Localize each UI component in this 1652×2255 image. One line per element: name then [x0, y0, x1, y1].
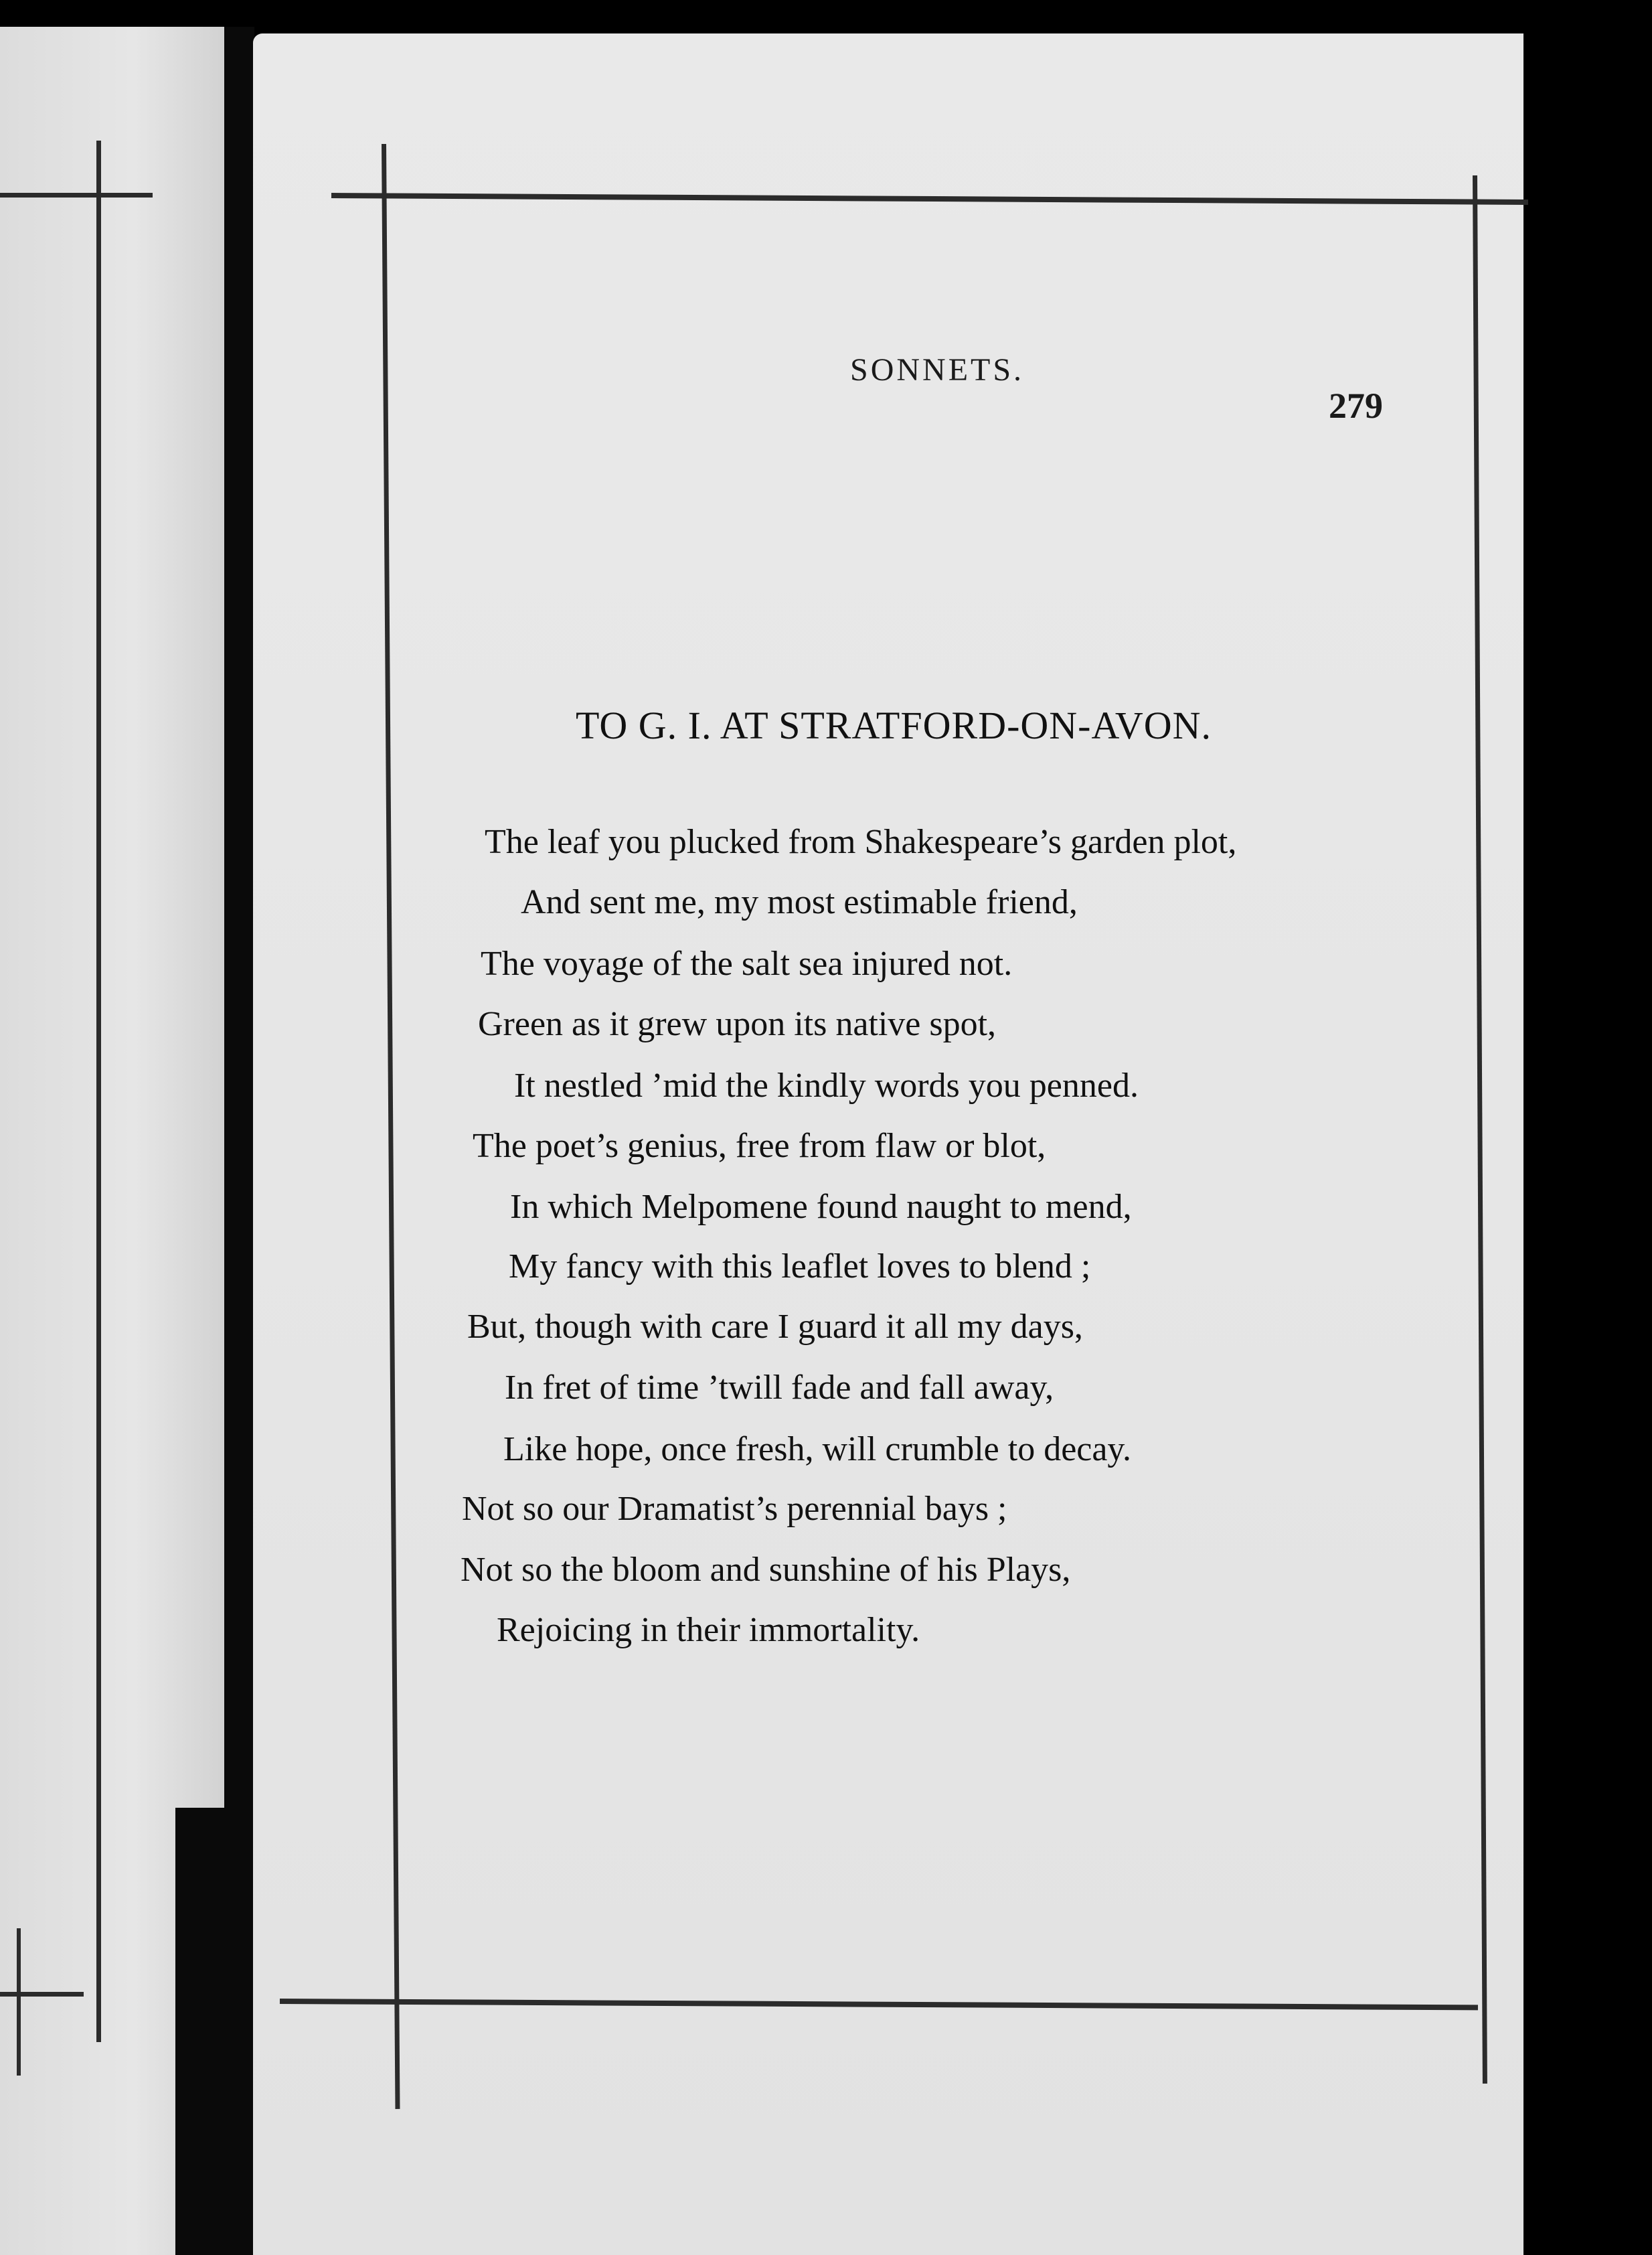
poem-line: It nestled ’mid the kindly words you penned.	[514, 1067, 1139, 1105]
poem-line: Not so our Dramatist’s perennial bays ;	[462, 1490, 1007, 1528]
poem-line: The voyage of the salt sea injured not.	[481, 945, 1013, 983]
poem-line: But, though with care I guard it all my days,	[467, 1308, 1083, 1346]
poem-line: Not so the bloom and sunshine of his Plays,	[461, 1551, 1071, 1589]
page-number: 279	[1329, 386, 1383, 426]
poem-line: Rejoicing in their immortality.	[497, 1611, 920, 1649]
poem-line: The poet’s genius, free from flaw or blot,	[473, 1127, 1046, 1165]
poem-title: TO G. I. AT STRATFORD-ON-AVON.	[576, 704, 1212, 747]
poem-line: Like hope, once fresh, will crumble to decay.	[503, 1430, 1132, 1468]
running-head: SONNETS.	[850, 352, 1025, 388]
poem-line: The leaf you plucked from Shakespeare’s garden plot,	[485, 823, 1237, 861]
poem-line: Green as it grew upon its native spot,	[478, 1005, 997, 1043]
poem-line: In which Melpomene found naught to mend,	[510, 1188, 1132, 1226]
poem-line: And sent me, my most estimable friend,	[521, 883, 1078, 921]
poem-line: My fancy with this leaflet loves to blend ;	[509, 1247, 1091, 1286]
poem-line: In fret of time ’twill fade and fall away,	[505, 1369, 1054, 1407]
